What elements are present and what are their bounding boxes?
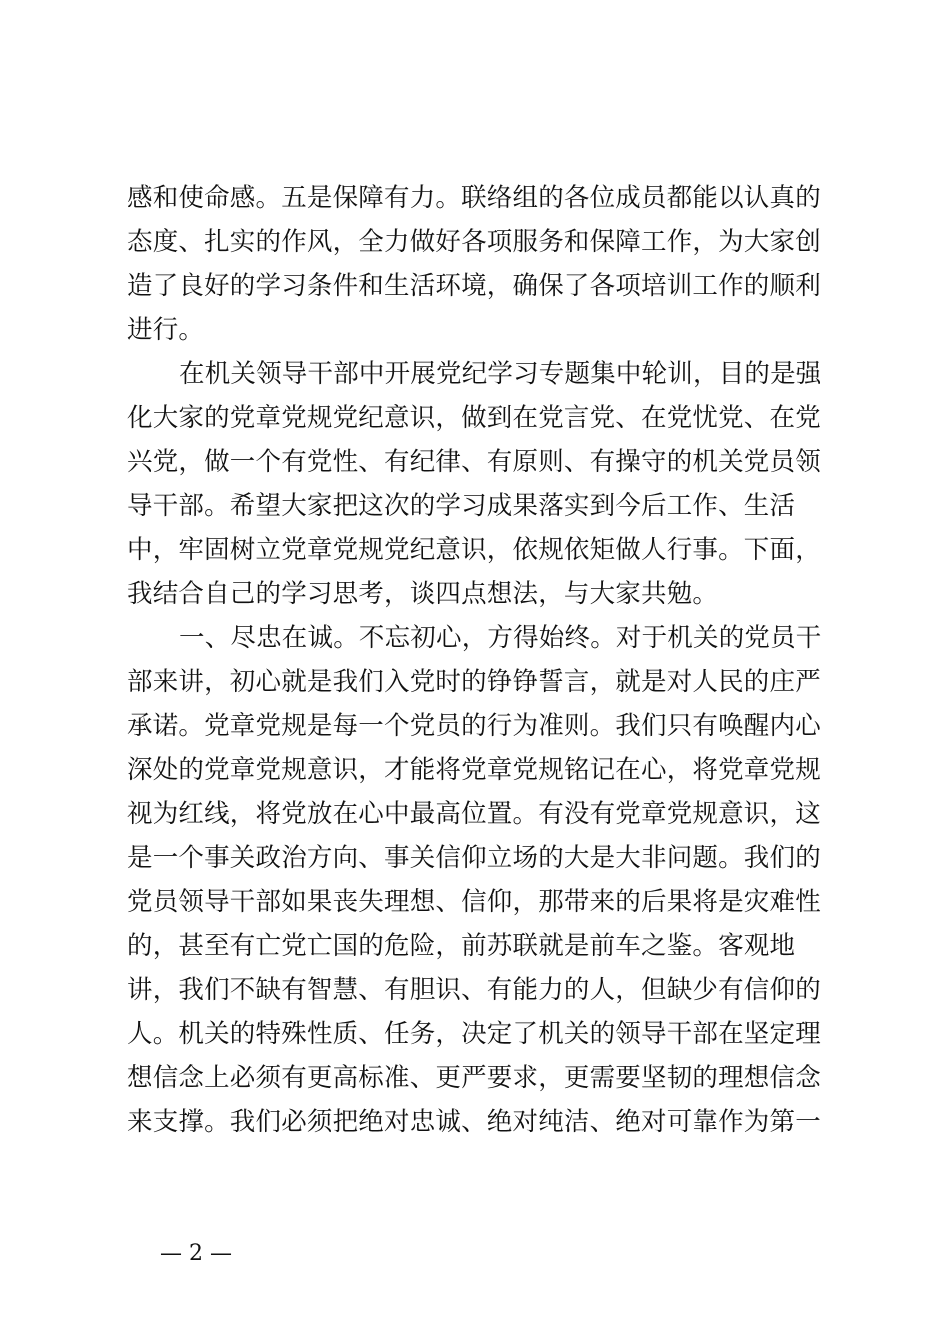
text-line: 导干部。希望大家把这次的学习成果落实到今后工作、生活 (127, 491, 796, 521)
text-line: 人。机关的特殊性质、任务，决定了机关的领导干部在坚定理 (127, 1019, 821, 1049)
text-line: 讲，我们不缺有智慧、有胆识、有能力的人，但缺少有信仰的 (127, 975, 821, 1005)
page-number: — 2 — (160, 1241, 232, 1266)
text-line: 化大家的党章党规党纪意识，做到在党言党、在党忧党、在党 (127, 403, 821, 433)
body-text (127, 176, 827, 1144)
text-line: 我结合自己的学习思考，谈四点想法，与大家共勉。 (127, 579, 719, 609)
text-line: 想信念上必须有更高标准、更严要求，更需要坚韧的理想信念 (127, 1063, 821, 1093)
text-line: 深处的党章党规意识，才能将党章党规铭记在心，将党章党规 (127, 755, 821, 785)
text-line: 态度、扎实的作风，全力做好各项服务和保障工作，为大家创 (127, 227, 821, 257)
paragraph-first-line: 一、尽忠在诚。不忘初心，方得始终。对于机关的党员干 (179, 623, 822, 653)
text-line: 是一个事关政治方向、事关信仰立场的大是大非问题。我们的 (127, 843, 821, 873)
text-line: 视为红线，将党放在心中最高位置。有没有党章党规意识，这 (127, 799, 821, 829)
text-line: 部来讲，初心就是我们入党时的铮铮誓言，就是对人民的庄严 (127, 667, 821, 697)
text-line: 中，牢固树立党章党规党纪意识，依规依矩做人行事。下面， (127, 535, 821, 565)
text-line: 承诺。党章党规是每一个党员的行为准则。我们只有唤醒内心 (127, 711, 821, 741)
paragraph-first-line: 在机关领导干部中开展党纪学习专题集中轮训，目的是强 (179, 359, 822, 389)
text-line: 党员领导干部如果丧失理想、信仰，那带来的后果将是灾难性 (127, 887, 821, 917)
text-line: 进行。 (127, 315, 205, 345)
text-line: 的，甚至有亡党亡国的危险，前苏联就是前车之鉴。客观地 (127, 931, 796, 961)
text-line: 来支撑。我们必须把绝对忠诚、绝对纯洁、绝对可靠作为第一 (127, 1107, 821, 1137)
text-line: 兴党，做一个有党性、有纪律、有原则、有操守的机关党员领 (127, 447, 821, 477)
text-line: 感和使命感。五是保障有力。联络组的各位成员都能以认真的 (127, 183, 821, 213)
text-line: 造了良好的学习条件和生活环境，确保了各项培训工作的顺利 (127, 271, 821, 301)
